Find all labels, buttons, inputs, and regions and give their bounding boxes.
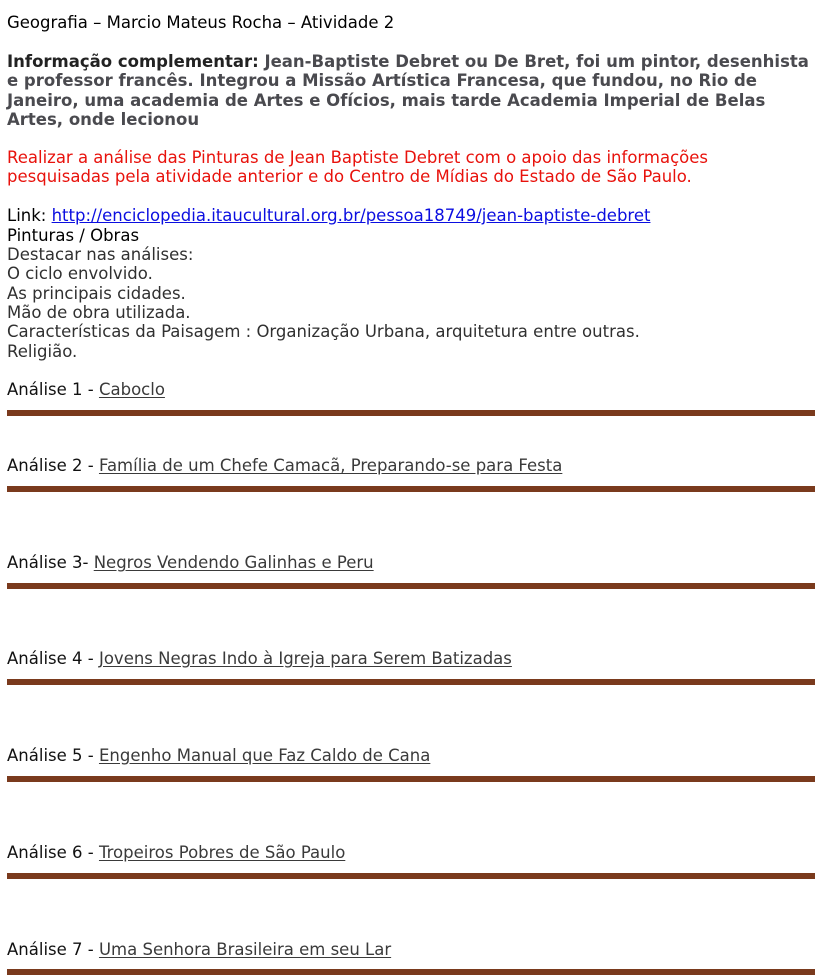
analysis-5 [7,746,430,766]
highlight-item: O ciclo envolvido. [7,264,153,283]
analysis-divider [7,583,815,589]
analysis-2 [7,456,562,476]
analysis-3 [7,553,374,573]
analysis-4 [7,649,512,669]
highlight-item: Mão de obra utilizada. [7,303,191,322]
analysis-divider [7,486,815,492]
analysis-label: Análise 5 - [7,746,99,765]
analysis-label: Análise 4 - [7,649,99,668]
highlights-intro: Destacar nas análises: [7,245,194,264]
analysis-title[interactable]: Família de um Chefe Camacã, Preparando-se para Festa [98,456,563,475]
analysis-title[interactable]: Jovens Negras Indo à Igreja para Serem Batizadas [98,649,512,668]
instruction-text: Realizar a análise das Pinturas de Jean Baptiste Debret com o apoio das informações pesquisadas pela atividade anterior e do Centro de Mídias do Estado de São Paulo. [7,148,709,187]
info-label: Informação complementar: [7,52,259,71]
analysis-label: Análise 1 - [7,380,99,399]
enciclopedia-link[interactable]: http://enciclopedia.itaucultural.org.br/pessoa18749/jean-baptiste-debret [51,206,651,225]
link-label: Link: [7,206,52,225]
analysis-1 [7,380,165,400]
highlight-item: As principais cidades. [7,284,186,303]
analysis-divider [7,873,815,879]
analysis-7 [7,940,391,960]
analysis-label: Análise 6 - [7,843,99,862]
info-text: Jean-Baptiste Debret ou De Bret, foi um pintor, desenhista e professor francês. Integrou a Missão Artística Francesa, que fundou, no Rio de Janeiro, uma academia de Artes e Ofícios, mais tarde Academia Imperial de Belas Artes, onde lecionou [7,52,809,130]
analysis-title[interactable]: Negros Vendendo Galinhas e Peru [93,553,374,572]
analysis-title[interactable]: Uma Senhora Brasileira em seu Lar [98,940,392,959]
analysis-divider [7,969,815,975]
analysis-divider [7,410,815,416]
analysis-6 [7,843,345,863]
complementary-info [7,52,815,130]
analysis-label: Análise 2 - [7,456,99,475]
highlight-item: Características da Paisagem : Organização Urbana, arquitetura entre outras. [7,322,640,341]
highlight-item: Religião. [7,342,78,361]
analysis-title[interactable]: Tropeiros Pobres de São Paulo [98,843,346,862]
analysis-title[interactable]: Caboclo [98,380,165,399]
analysis-divider [7,679,815,685]
section-heading: Pinturas / Obras [7,226,140,245]
document-title: Geografia – Marcio Mateus Rocha – Atividade 2 [7,13,395,32]
analysis-divider [7,776,815,782]
analysis-label: Análise 3- [7,553,94,572]
analysis-label: Análise 7 - [7,940,99,959]
link-row [7,206,650,226]
analysis-title[interactable]: Engenho Manual que Faz Caldo de Cana [98,746,431,765]
